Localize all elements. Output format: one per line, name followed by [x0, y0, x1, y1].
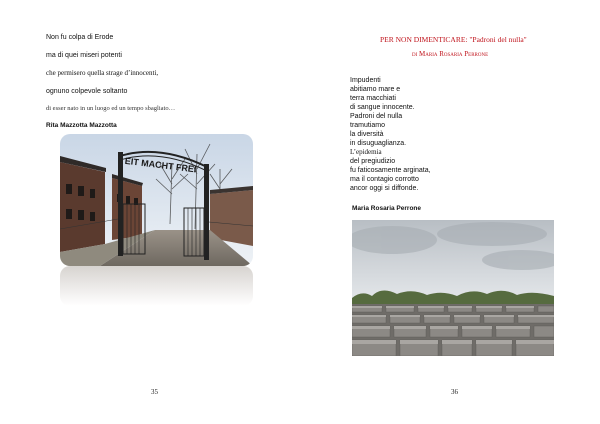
- right-poem-line-12: ma il contagio corrotto: [350, 176, 419, 183]
- memorial-stelae-illustration: [352, 220, 554, 356]
- right-poem-line-9: L’epidemia: [350, 148, 382, 156]
- left-poem-line-1: Non fu colpa di Erode: [46, 34, 114, 41]
- right-poem-line-4: di sangue innocente.: [350, 104, 415, 111]
- right-poem-line-6: tramutiamo: [350, 122, 386, 129]
- page-number-left: 35: [151, 388, 158, 396]
- right-subtitle: di Maria Rosaria Perrone: [412, 50, 489, 58]
- photo-reflection: [60, 266, 253, 306]
- auschwitz-gate-photo: [60, 134, 253, 266]
- right-poem-line-1: Impudenti: [350, 77, 381, 84]
- right-poem-line-7: la diversità: [350, 131, 384, 138]
- left-poem-line-3: che permisero quella strage d’innocenti,: [46, 69, 159, 77]
- right-poem-line-5: Padroni del nulla: [350, 113, 403, 120]
- right-page: [300, 0, 600, 424]
- right-title: PER NON DIMENTICARE: "Padroni del nulla": [380, 35, 527, 44]
- right-poem-line-2: abitiamo mare e: [350, 86, 401, 93]
- right-poem-line-10: del pregiudizio: [350, 158, 396, 165]
- left-poem-line-5: di esser nato in un luogo ed un tempo sbagliato…: [46, 105, 176, 112]
- left-poem-line-4: ognuno colpevole soltanto: [46, 88, 128, 95]
- right-poem-line-8: in disuguaglianza.: [350, 140, 407, 147]
- right-poem-line-13: ancor oggi si diffonde.: [350, 185, 419, 192]
- right-author: Maria Rosaria Perrone: [352, 205, 422, 212]
- auschwitz-gate-illustration: [60, 134, 253, 266]
- right-poem-line-11: fu faticosamente arginata,: [350, 167, 431, 174]
- gate-sign-text: EIT MACHT FREI: [124, 155, 197, 175]
- right-poem-line-3: terra macchiati: [350, 95, 396, 102]
- page-number-right: 36: [451, 388, 458, 396]
- holocaust-memorial-photo: [352, 220, 554, 356]
- left-poem-line-2: ma di quei miseri potenti: [46, 52, 122, 59]
- left-author: Rita Mazzotta Mazzotta: [46, 122, 117, 129]
